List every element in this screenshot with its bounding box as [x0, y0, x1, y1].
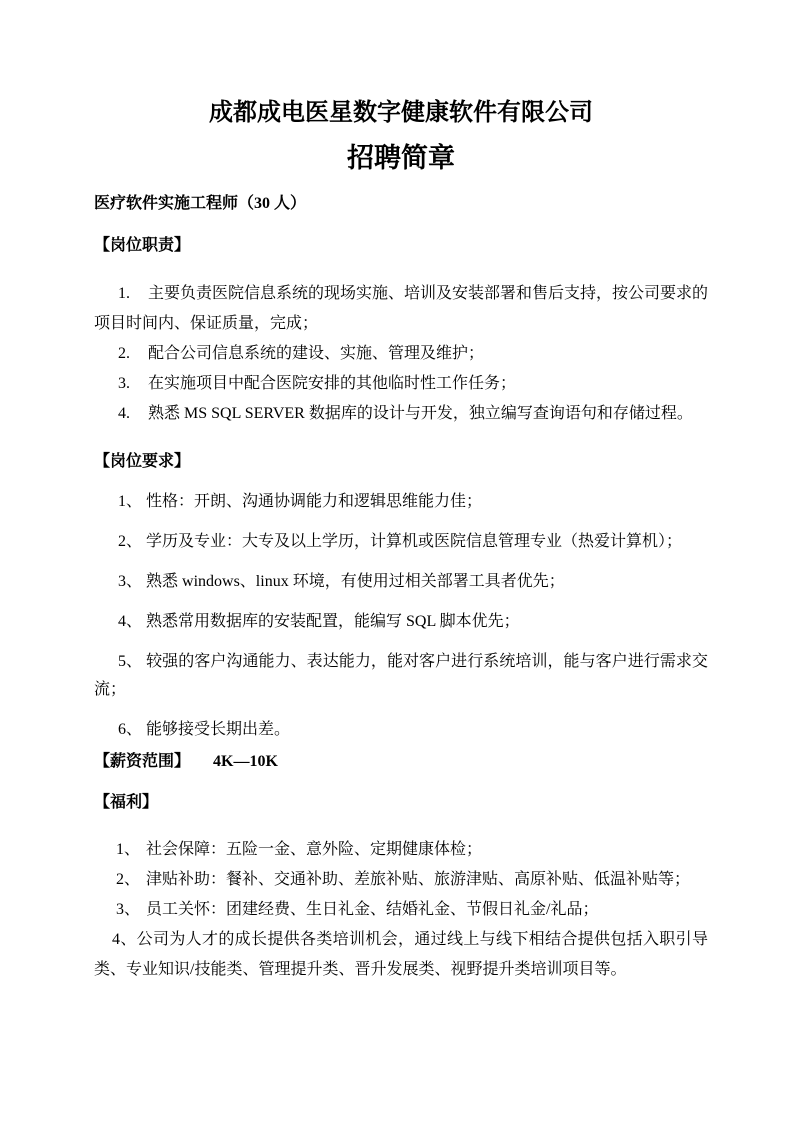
item-number: 1、: [116, 841, 141, 858]
item-number: 3、: [118, 573, 143, 590]
item-text: 津贴补助：餐补、交通补助、差旅补贴、旅游津贴、高原补贴、低温补贴等；: [146, 871, 691, 888]
welfare-item-4: [94, 925, 708, 985]
item-text: 性格：开朗、沟通协调能力和逻辑思维能力佳；: [146, 493, 483, 510]
requirement-item-3: [94, 568, 708, 596]
item-number: 1、: [118, 493, 143, 510]
requirements-list: [94, 488, 708, 744]
duties-list: [94, 279, 708, 429]
position-title: 医疗软件实施工程师（30 人）: [94, 195, 307, 212]
item-number: 2、: [118, 533, 143, 550]
duty-item-2: [94, 339, 708, 369]
company-name-title: 成都成电医星数字健康软件有限公司: [209, 100, 593, 126]
requirement-item-4: [94, 608, 708, 636]
item-text: 公司为人才的成长提供各类培训机会，通过线上与线下相结合提供包括入职引导类、专业知识/技能类、管理提升类、晋升发展类、视野提升类培训项目等。: [94, 931, 708, 978]
welfare-item-2: [94, 865, 708, 895]
requirement-item-6: [94, 716, 708, 744]
duty-item-4: [94, 399, 708, 429]
item-number: 4.: [118, 405, 130, 422]
item-text: 在实施项目中配合医院安排的其他临时性工作任务；: [148, 375, 517, 392]
item-number: 1.: [118, 285, 130, 302]
item-number: 6、: [118, 721, 143, 738]
welfare-list: [94, 835, 708, 985]
requirements-section-heading: 【岗位要求】: [94, 453, 191, 470]
item-text: 社会保障：五险一金、意外险、定期健康体检；: [146, 841, 483, 858]
item-text: 熟悉常用数据库的安装配置，能编写 SQL 脚本优先；: [146, 613, 520, 630]
duties-section-heading: 【岗位职责】: [94, 237, 191, 254]
welfare-item-3: [94, 895, 708, 925]
duty-item-1: [94, 279, 708, 339]
item-text: 熟悉 windows、linux 环境，有使用过相关部署工具者优先；: [146, 573, 565, 590]
requirement-item-2: [94, 528, 708, 556]
item-number: 4、: [112, 931, 137, 948]
item-number: 2.: [118, 345, 130, 362]
item-number: 3、: [116, 901, 141, 918]
item-text: 员工关怀：团建经费、生日礼金、结婚礼金、节假日礼金/礼品；: [146, 901, 599, 918]
duty-item-3: [94, 369, 708, 399]
salary-line: [94, 750, 708, 774]
item-text: 较强的客户沟通能力、表达能力，能对客户进行系统培训，能与客户进行需求交流；: [94, 653, 708, 698]
item-number: 2、: [116, 871, 141, 888]
item-text: 学历及专业：大专及以上学历，计算机或医院信息管理专业（热爱计算机）；: [146, 533, 683, 550]
welfare-item-1: [94, 835, 708, 865]
item-text: 主要负责医院信息系统的现场实施、培训及安装部署和售后支持，按公司要求的项目时间内、保证质量，完成；: [94, 285, 709, 332]
item-text: 能够接受长期出差。: [146, 721, 291, 738]
welfare-section-heading: 【福利】: [94, 794, 159, 811]
salary-section-heading: 【薪资范围】: [94, 753, 191, 770]
item-number: 4、: [118, 613, 143, 630]
salary-range-value: 4K—10K: [213, 753, 278, 770]
recruitment-subtitle: 招聘简章: [347, 143, 455, 173]
item-number: 3.: [118, 375, 130, 392]
requirement-item-5: [94, 648, 708, 704]
item-number: 5、: [118, 653, 143, 670]
requirement-item-1: [94, 488, 708, 516]
item-text: 配合公司信息系统的建设、实施、管理及维护；: [148, 345, 485, 362]
item-text: 熟悉 MS SQL SERVER 数据库的设计与开发，独立编写查询语句和存储过程。: [148, 405, 693, 422]
